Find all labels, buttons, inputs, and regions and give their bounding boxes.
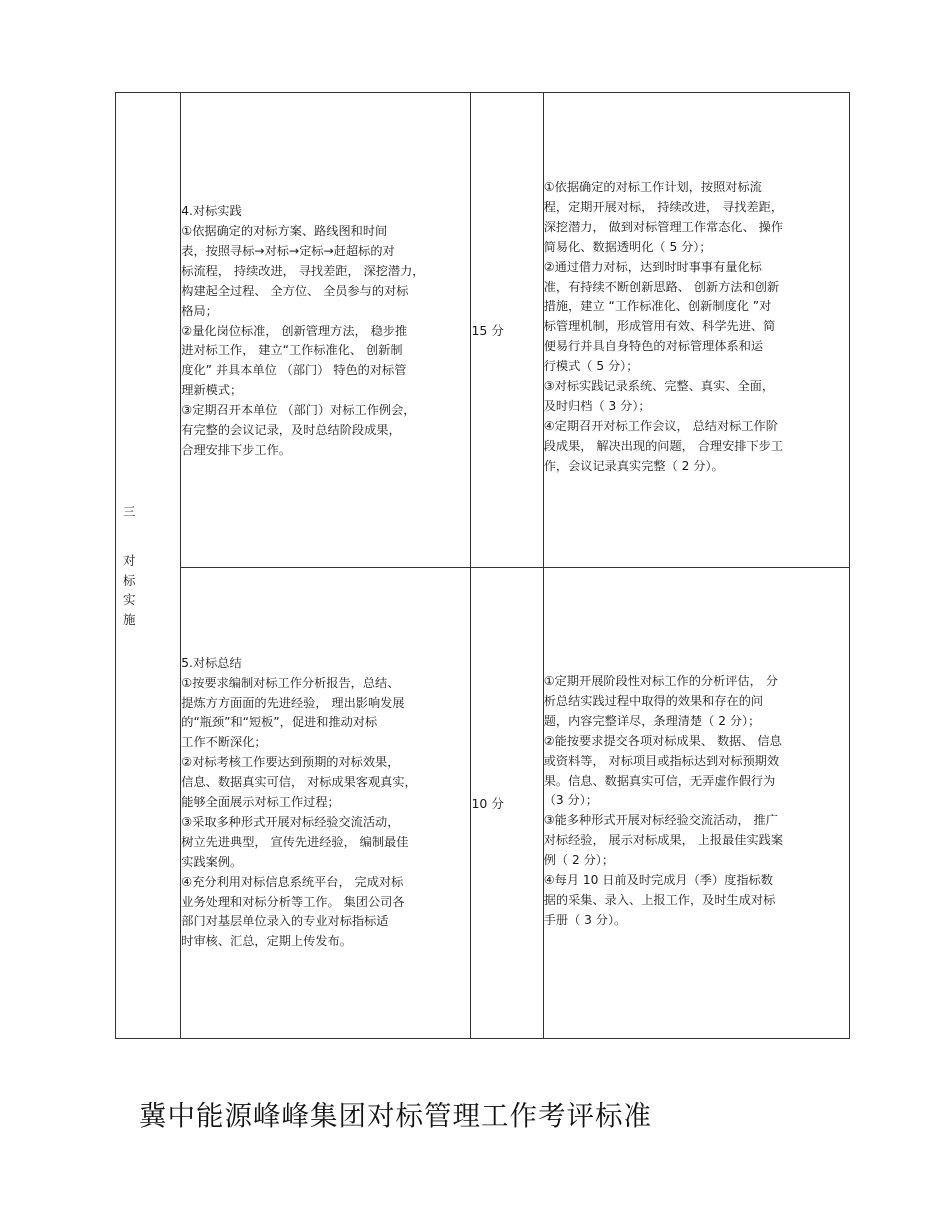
text-line: 有完整的会议记录，及时总结阶段成果，	[181, 423, 401, 438]
text-line: ②能按要求提交各项对标成果、 数据、 信息	[543, 733, 782, 748]
text-line: 及时归档（ 3 分）；	[543, 398, 651, 413]
evaluation-table	[115, 92, 850, 1039]
text-line: 理新模式；	[181, 383, 243, 398]
section-char: 标	[123, 572, 136, 588]
text-line: 提炼方方面面的先进经验， 理出影响发展	[181, 695, 405, 710]
text-line: 能够全面展示对标工作过程；	[181, 795, 340, 810]
text-line: 段成果， 解决出现的问题， 合理安排下步工	[543, 438, 784, 453]
text-line: 果。信息、数据真实可信，无弄虚作假行为	[543, 773, 776, 788]
text-line: 时审核、汇总，定期上传发布。	[181, 934, 352, 949]
text-line: 4.对标实践	[181, 204, 242, 219]
text-line: 或资料等， 对标项目或指标达到对标预期效	[543, 753, 780, 768]
text-line: ①定期开展阶段性对标工作的分析评估， 分	[543, 674, 778, 688]
score-cell: 15 分	[471, 93, 543, 568]
text-line: ③定期召开本单位 （部门）对标工作例会，	[181, 403, 416, 418]
text-line: ③能多种形式开展对标经验交流活动， 推广	[543, 813, 778, 828]
criteria-cell	[543, 568, 849, 1039]
text-line: 作，会议记录真实完整（ 2 分）。	[543, 458, 724, 473]
text-line: ②通过借力对标，达到时时事事有量化标	[543, 259, 762, 274]
page-title: 冀中能源峰峰集团对标管理工作考评标准	[139, 1100, 652, 1132]
text-line: 措施，建立 “工作标准化、创新制度化 ”对	[543, 299, 772, 314]
text-line: 部门对基层单位录入的专业对标指标适	[181, 914, 389, 929]
table-row	[116, 568, 850, 1039]
score-cell: 10 分	[471, 568, 543, 1039]
text-line: 度化” 并具本单位 （部门） 特色的对标管	[181, 363, 407, 378]
table-row	[116, 93, 850, 568]
text-line: 业务处理和对标分析等工作。 集团公司各	[181, 894, 405, 909]
text-line: 对标经验， 展示对标成果， 上报最佳实践案	[543, 833, 784, 848]
section-char: 对	[123, 553, 136, 569]
text-line: ②对标考核工作要达到预期的对标效果，	[181, 755, 400, 770]
text-line: ②量化岗位标准， 创新管理方法， 稳步推	[181, 323, 408, 338]
text-line: 题，内容完整详尽，条理清楚（ 2 分）；	[543, 713, 761, 728]
text-line: ③对标实践记录系统、完整、真实、全面，	[543, 379, 775, 394]
text-line: 行模式（ 5 分）；	[543, 359, 639, 374]
criteria-text	[544, 672, 849, 931]
text-line: ①依据确定的对标方案、路线图和时间	[181, 224, 388, 239]
section-char: 实	[123, 592, 136, 608]
content-cell	[181, 568, 471, 1039]
text-line: 进对标工作， 建立“工作标准化、 创新制	[181, 343, 403, 358]
criteria-text	[544, 178, 849, 477]
section-label	[123, 502, 180, 630]
text-line: 据的采集、录入、上报工作，及时生成对标	[543, 892, 776, 907]
text-line: 手册（ 3 分）。	[543, 912, 627, 927]
text-line: 程，定期开展对标， 持续改进， 寻找差距，	[543, 199, 784, 214]
text-line: 工作不断深化；	[181, 735, 267, 750]
text-line: 实践案例。	[181, 854, 243, 869]
text-line: 格局；	[181, 303, 218, 318]
text-line: 树立先进典型， 宣传先进经验， 编制最佳	[181, 834, 409, 849]
content-text	[181, 202, 470, 461]
text-line: 信息、数据真实可信， 对标成果客观真实，	[181, 775, 417, 790]
text-line: ④充分利用对标信息系统平台， 完成对标	[181, 874, 404, 889]
section-number: 三	[123, 503, 136, 519]
text-line: 合理安排下步工作。	[181, 442, 291, 457]
text-line: 例（ 2 分）；	[543, 853, 615, 868]
text-line: 标流程， 持续改进， 寻找差距， 深挖潜力，	[181, 263, 425, 278]
text-line: 深挖潜力， 做到对标管理工作常态化、 操作	[543, 219, 784, 234]
text-line: ①按要求编制对标工作分析报告，总结、	[181, 675, 400, 690]
text-line: ④每月 10 日前及时完成月（季）度指标数	[543, 873, 773, 888]
text-line: ③采取多种形式开展对标经验交流活动，	[181, 814, 400, 829]
content-cell	[181, 93, 471, 568]
text-line: ①依据确定的对标工作计划，按照对标流	[543, 180, 762, 194]
text-line: 表，按照寻标→对标→定标→赶超标的对	[181, 243, 395, 258]
section-char: 施	[123, 611, 136, 627]
content-text	[181, 654, 470, 953]
text-line: 便易行并具自身特色的对标管理体系和运	[543, 339, 764, 354]
text-line: 5.对标总结	[181, 655, 242, 670]
text-line: 标管理机制，形成管用有效、科学先进、简	[543, 319, 776, 334]
text-line: 构建起全过程、 全方位、 全员参与的对标	[181, 283, 409, 298]
section-cell	[116, 93, 181, 1039]
text-line: 析总结实践过程中取得的效果和存在的问	[543, 693, 764, 708]
text-line: 的“瓶颈”和“短板”，促进和推动对标	[181, 715, 378, 730]
text-line: ④定期召开对标工作会议， 总结对标工作阶	[543, 418, 778, 433]
criteria-cell	[543, 93, 849, 568]
text-line: 简易化、数据透明化（ 5 分）；	[543, 239, 712, 254]
text-line: 准，有持续不断创新思路、 创新方法和创新	[543, 279, 780, 294]
text-line: （3 分）；	[543, 793, 598, 808]
